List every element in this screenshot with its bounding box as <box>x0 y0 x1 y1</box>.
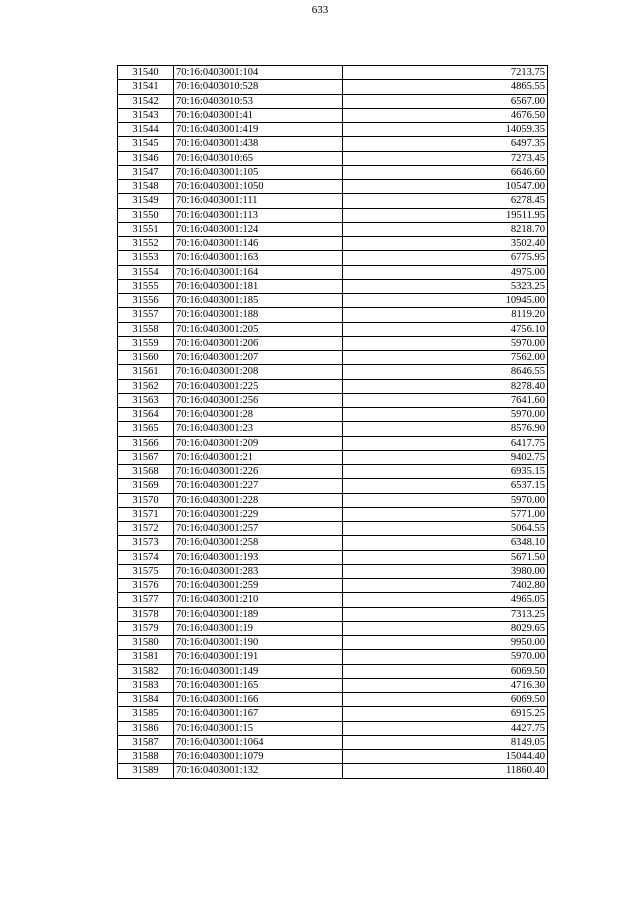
cadastral-value: 4965.05 <box>343 593 548 607</box>
row-number: 31576 <box>118 579 174 593</box>
table-row <box>118 265 548 279</box>
cadastral-value: 9950.00 <box>343 636 548 650</box>
cadastral-value: 5064.55 <box>343 522 548 536</box>
cadastral-number: 70:16:0403001:225 <box>174 379 343 393</box>
cadastral-value: 7273.45 <box>343 151 548 165</box>
row-number: 31575 <box>118 564 174 578</box>
row-number: 31581 <box>118 650 174 664</box>
cadastral-number: 70:16:0403001:190 <box>174 636 343 650</box>
cadastral-number: 70:16:0403001:259 <box>174 579 343 593</box>
row-number: 31562 <box>118 379 174 393</box>
cadastral-value: 6935.15 <box>343 465 548 479</box>
row-number: 31547 <box>118 165 174 179</box>
cadastral-value: 6775.95 <box>343 251 548 265</box>
table-row <box>118 408 548 422</box>
table-row <box>118 735 548 749</box>
cadastral-value: 8029.65 <box>343 621 548 635</box>
table-row <box>118 436 548 450</box>
row-number: 31572 <box>118 522 174 536</box>
cadastral-value: 15044.40 <box>343 750 548 764</box>
table-row <box>118 465 548 479</box>
row-number: 31545 <box>118 137 174 151</box>
row-number: 31578 <box>118 607 174 621</box>
cadastral-number: 70:16:0403001:283 <box>174 564 343 578</box>
cadastral-value: 8119.20 <box>343 308 548 322</box>
cadastral-number: 70:16:0403001:149 <box>174 664 343 678</box>
cadastral-value: 7402.80 <box>343 579 548 593</box>
cadastral-number: 70:16:0403010:528 <box>174 80 343 94</box>
cadastral-value: 6915.25 <box>343 707 548 721</box>
cadastral-number: 70:16:0403001:23 <box>174 422 343 436</box>
row-number: 31554 <box>118 265 174 279</box>
cadastral-value: 6497.35 <box>343 137 548 151</box>
cadastral-number: 70:16:0403001:226 <box>174 465 343 479</box>
cadastral-number: 70:16:0403001:185 <box>174 294 343 308</box>
table-row <box>118 664 548 678</box>
table-row <box>118 379 548 393</box>
table-row <box>118 678 548 692</box>
row-number: 31584 <box>118 693 174 707</box>
row-number: 31585 <box>118 707 174 721</box>
cadastral-number: 70:16:0403001:209 <box>174 436 343 450</box>
table-row <box>118 94 548 108</box>
cadastral-value: 11860.40 <box>343 764 548 778</box>
row-number: 31573 <box>118 536 174 550</box>
table-row <box>118 607 548 621</box>
cadastral-number: 70:16:0403001:132 <box>174 764 343 778</box>
row-number: 31566 <box>118 436 174 450</box>
table-row <box>118 180 548 194</box>
table-row <box>118 450 548 464</box>
cadastral-number: 70:16:0403001:257 <box>174 522 343 536</box>
cadastral-value: 3502.40 <box>343 237 548 251</box>
row-number: 31577 <box>118 593 174 607</box>
table-row <box>118 693 548 707</box>
cadastral-value: 6417.75 <box>343 436 548 450</box>
table-row <box>118 123 548 137</box>
cadastral-value: 10945.00 <box>343 294 548 308</box>
cadastral-value: 5970.00 <box>343 408 548 422</box>
cadastral-value: 8218.70 <box>343 222 548 236</box>
row-number: 31546 <box>118 151 174 165</box>
table-body <box>118 66 548 779</box>
table-row <box>118 365 548 379</box>
row-number: 31587 <box>118 735 174 749</box>
cadastral-value: 9402.75 <box>343 450 548 464</box>
cadastral-value: 6348.10 <box>343 536 548 550</box>
cadastral-number: 70:16:0403001:206 <box>174 336 343 350</box>
row-number: 31558 <box>118 322 174 336</box>
cadastral-value: 4716.30 <box>343 678 548 692</box>
cadastral-number: 70:16:0403001:205 <box>174 322 343 336</box>
cadastral-value: 4756.10 <box>343 322 548 336</box>
table-row <box>118 222 548 236</box>
table-row <box>118 650 548 664</box>
cadastral-value: 4676.50 <box>343 108 548 122</box>
row-number: 31574 <box>118 550 174 564</box>
cadastral-number: 70:16:0403001:189 <box>174 607 343 621</box>
cadastral-value: 8646.55 <box>343 365 548 379</box>
row-number: 31544 <box>118 123 174 137</box>
table-row <box>118 593 548 607</box>
cadastral-value: 5323.25 <box>343 279 548 293</box>
row-number: 31579 <box>118 621 174 635</box>
cadastral-value: 5671.50 <box>343 550 548 564</box>
cadastral-value: 8576.90 <box>343 422 548 436</box>
row-number: 31582 <box>118 664 174 678</box>
cadastral-number: 70:16:0403001:124 <box>174 222 343 236</box>
cadastral-number: 70:16:0403001:164 <box>174 265 343 279</box>
cadastral-value: 5970.00 <box>343 336 548 350</box>
row-number: 31586 <box>118 721 174 735</box>
row-number: 31567 <box>118 450 174 464</box>
row-number: 31540 <box>118 66 174 80</box>
table-row <box>118 294 548 308</box>
cadastral-number: 70:16:0403001:1050 <box>174 180 343 194</box>
cadastral-number: 70:16:0403001:419 <box>174 123 343 137</box>
cadastral-number: 70:16:0403001:167 <box>174 707 343 721</box>
row-number: 31548 <box>118 180 174 194</box>
table-row <box>118 108 548 122</box>
row-number: 31571 <box>118 507 174 521</box>
table-row <box>118 550 548 564</box>
cadastral-number: 70:16:0403001:188 <box>174 308 343 322</box>
table-row <box>118 721 548 735</box>
table-row <box>118 194 548 208</box>
table-row <box>118 351 548 365</box>
cadastral-value: 4427.75 <box>343 721 548 735</box>
cadastral-value: 6537.15 <box>343 479 548 493</box>
cadastral-value: 7213.75 <box>343 66 548 80</box>
row-number: 31583 <box>118 678 174 692</box>
row-number: 31560 <box>118 351 174 365</box>
cadastral-number: 70:16:0403001:165 <box>174 678 343 692</box>
cadastral-value: 14059.35 <box>343 123 548 137</box>
row-number: 31553 <box>118 251 174 265</box>
row-number: 31563 <box>118 393 174 407</box>
cadastral-number: 70:16:0403001:146 <box>174 237 343 251</box>
table-row <box>118 493 548 507</box>
table-row <box>118 579 548 593</box>
cadastral-value: 6069.50 <box>343 664 548 678</box>
cadastral-number: 70:16:0403001:1079 <box>174 750 343 764</box>
row-number: 31551 <box>118 222 174 236</box>
cadastral-number: 70:16:0403001:166 <box>174 693 343 707</box>
row-number: 31568 <box>118 465 174 479</box>
cadastral-number: 70:16:0403001:181 <box>174 279 343 293</box>
cadastral-value: 4975.00 <box>343 265 548 279</box>
table-row <box>118 151 548 165</box>
cadastral-number: 70:16:0403001:256 <box>174 393 343 407</box>
cadastral-value: 5970.00 <box>343 650 548 664</box>
cadastral-value: 5771.00 <box>343 507 548 521</box>
cadastral-number: 70:16:0403001:438 <box>174 137 343 151</box>
cadastral-value-table <box>117 65 548 779</box>
cadastral-value: 19511.95 <box>343 208 548 222</box>
table-row <box>118 536 548 550</box>
row-number: 31559 <box>118 336 174 350</box>
table-row <box>118 208 548 222</box>
cadastral-value: 10547.00 <box>343 180 548 194</box>
cadastral-number: 70:16:0403001:104 <box>174 66 343 80</box>
cadastral-number: 70:16:0403001:228 <box>174 493 343 507</box>
row-number: 31542 <box>118 94 174 108</box>
cadastral-number: 70:16:0403001:41 <box>174 108 343 122</box>
cadastral-value: 4865.55 <box>343 80 548 94</box>
table-row <box>118 507 548 521</box>
cadastral-number: 70:16:0403001:191 <box>174 650 343 664</box>
row-number: 31580 <box>118 636 174 650</box>
cadastral-number: 70:16:0403010:53 <box>174 94 343 108</box>
row-number: 31541 <box>118 80 174 94</box>
table-row <box>118 237 548 251</box>
table-row <box>118 393 548 407</box>
row-number: 31557 <box>118 308 174 322</box>
cadastral-number: 70:16:0403001:210 <box>174 593 343 607</box>
table-row <box>118 251 548 265</box>
row-number: 31550 <box>118 208 174 222</box>
cadastral-number: 70:16:0403001:111 <box>174 194 343 208</box>
cadastral-value: 6646.60 <box>343 165 548 179</box>
table-row <box>118 422 548 436</box>
cadastral-number: 70:16:0403001:163 <box>174 251 343 265</box>
cadastral-number: 70:16:0403001:193 <box>174 550 343 564</box>
table-row <box>118 479 548 493</box>
cadastral-value: 8149.05 <box>343 735 548 749</box>
cadastral-number: 70:16:0403001:207 <box>174 351 343 365</box>
table-row <box>118 279 548 293</box>
cadastral-number: 70:16:0403001:19 <box>174 621 343 635</box>
row-number: 31588 <box>118 750 174 764</box>
cadastral-value: 7641.60 <box>343 393 548 407</box>
table-row <box>118 750 548 764</box>
cadastral-number: 70:16:0403001:258 <box>174 536 343 550</box>
table-row <box>118 764 548 778</box>
row-number: 31552 <box>118 237 174 251</box>
cadastral-value: 6567.00 <box>343 94 548 108</box>
cadastral-value: 3980.00 <box>343 564 548 578</box>
table-row <box>118 522 548 536</box>
table-row <box>118 165 548 179</box>
table-row <box>118 322 548 336</box>
cadastral-number: 70:16:0403001:1064 <box>174 735 343 749</box>
table-row <box>118 336 548 350</box>
cadastral-value: 6278.45 <box>343 194 548 208</box>
cadastral-value: 8278.40 <box>343 379 548 393</box>
cadastral-value: 7562.00 <box>343 351 548 365</box>
row-number: 31589 <box>118 764 174 778</box>
row-number: 31565 <box>118 422 174 436</box>
row-number: 31549 <box>118 194 174 208</box>
cadastral-number: 70:16:0403001:229 <box>174 507 343 521</box>
row-number: 31564 <box>118 408 174 422</box>
table-row <box>118 564 548 578</box>
row-number: 31570 <box>118 493 174 507</box>
cadastral-value: 7313.25 <box>343 607 548 621</box>
cadastral-number: 70:16:0403001:28 <box>174 408 343 422</box>
row-number: 31555 <box>118 279 174 293</box>
table-row <box>118 707 548 721</box>
table-row <box>118 66 548 80</box>
row-number: 31561 <box>118 365 174 379</box>
cadastral-number: 70:16:0403001:21 <box>174 450 343 464</box>
cadastral-number: 70:16:0403001:113 <box>174 208 343 222</box>
row-number: 31556 <box>118 294 174 308</box>
table-row <box>118 137 548 151</box>
page-number: 633 <box>311 4 329 16</box>
row-number: 31569 <box>118 479 174 493</box>
cadastral-value: 6069.50 <box>343 693 548 707</box>
table-row <box>118 308 548 322</box>
cadastral-number: 70:16:0403010:65 <box>174 151 343 165</box>
row-number: 31543 <box>118 108 174 122</box>
cadastral-number: 70:16:0403001:105 <box>174 165 343 179</box>
cadastral-number: 70:16:0403001:208 <box>174 365 343 379</box>
table-row <box>118 80 548 94</box>
cadastral-number: 70:16:0403001:15 <box>174 721 343 735</box>
table-row <box>118 621 548 635</box>
table-row <box>118 636 548 650</box>
cadastral-value: 5970.00 <box>343 493 548 507</box>
cadastral-number: 70:16:0403001:227 <box>174 479 343 493</box>
